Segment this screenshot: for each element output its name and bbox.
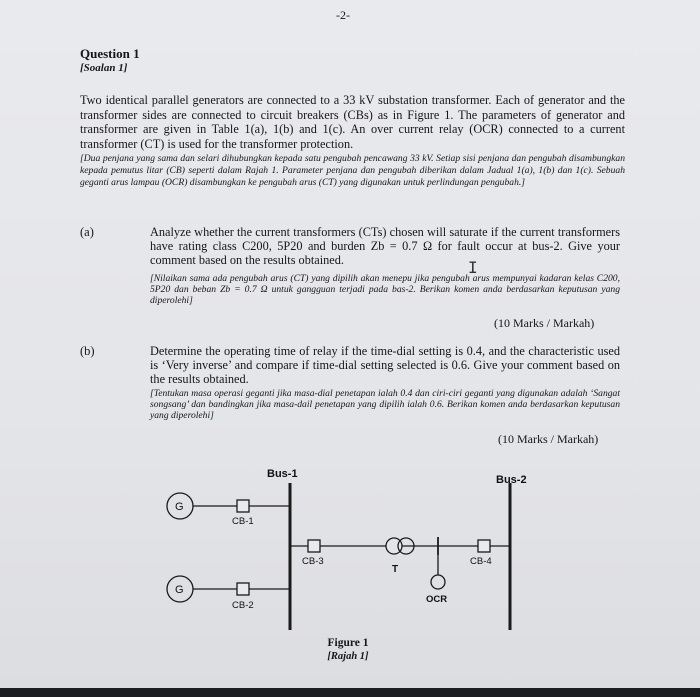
part-a-text-en: Analyze whether the current transformers (CTs) chosen will saturate if the current transformers have rating class C200, 5P20 and burden Zb = 0.7 Ω for fault occur at bus-2. Give your comment based on the results obtained. bbox=[150, 225, 620, 268]
page-number: -2- bbox=[336, 8, 350, 22]
ocr-label: OCR bbox=[426, 594, 448, 605]
bus-1-label: Bus-1 bbox=[267, 468, 298, 480]
cb-3-symbol bbox=[308, 540, 320, 552]
bus-2-label: Bus-2 bbox=[496, 474, 527, 486]
generator-2-label: G bbox=[175, 584, 184, 596]
question-body-en: Two identical parallel generators are connected to a 33 kV substation transformer. Each of generator and the transformer sides are connected to circuit breakers (CBs) as in Figure 1. The parameters of generator and transformer are given in Table 1(a), 1(b) and 1(c). An over current relay (OCR) connected to a current transformer (CT) is used for the transformer protection. bbox=[80, 93, 625, 151]
cb-2-symbol bbox=[237, 583, 249, 595]
cb-1-label: CB-1 bbox=[232, 516, 254, 527]
part-b-text-en: Determine the operating time of relay if the time-dial setting is 0.4, and the characteristic used is ‘Very inverse’ and compare if time-dial setting selected is 0.6. Give your comment based on the results obtained. bbox=[150, 344, 620, 387]
part-a-marks: (10 Marks / Markah) bbox=[494, 316, 595, 330]
cb-3-label: CB-3 bbox=[302, 556, 324, 567]
question-title: Question 1 bbox=[80, 46, 140, 61]
question-body-ms: [Dua penjana yang sama dan selari dihubungkan kepada satu pengubah pencawang 33 kV. Setiap sisi penjana dan pengubah disambungkan kepada pemutus litar (CB) seperti dalam Rajah 1. Parameter penjana dan pengubah diberikan dalam Jadual 1(a), 1(b) dan 1(c). Sebuah geganti arus lampau (OCR) disambungkan ke pengubah arus (CT) yang digunakan untuk perlindungan pengubah.] bbox=[80, 153, 625, 188]
part-b-label: (b) bbox=[80, 344, 95, 358]
part-b-text-ms: [Tentukan masa operasi geganti jika masa-dial penetapan ialah 0.4 dan ciri-ciri geganti yang digunakan adalah ‘Sangat songsang’ dan bandingkan jika masa-dail penetapan yang dipilih ialah 0.6. Berikan komen anda berdasarkan keputusan yang diperolehi] bbox=[150, 388, 620, 422]
question-title-ms: [Soalan 1] bbox=[80, 62, 128, 74]
generator-1-label: G bbox=[175, 501, 184, 513]
part-a-text-ms: [Nilaikan sama ada pengubah arus (CT) yang dipilih akan menepu jika pengubah arus mempunyai kadaran kelas C200, 5P20 dan beban Zb = 0.7 Ω untuk gangguan terjadi pada bas-2. Berikan komen anda berdasarkan keputusan yang diperolehi] bbox=[150, 273, 620, 307]
cb-4-symbol bbox=[478, 540, 490, 552]
part-b-marks: (10 Marks / Markah) bbox=[498, 432, 599, 446]
transformer-label: T bbox=[392, 564, 399, 575]
ocr-relay-symbol bbox=[431, 575, 445, 589]
figure-caption-en: Figure 1 bbox=[327, 637, 369, 649]
cb-4-label: CB-4 bbox=[470, 556, 492, 567]
part-a-label: (a) bbox=[80, 225, 94, 239]
cb-1-symbol bbox=[237, 500, 249, 512]
figure-caption-ms: [Rajah 1] bbox=[327, 651, 369, 662]
cb-2-label: CB-2 bbox=[232, 600, 254, 611]
screen-bezel bbox=[0, 688, 700, 697]
figure-caption bbox=[318, 636, 378, 664]
text-cursor-icon: I bbox=[468, 258, 478, 277]
